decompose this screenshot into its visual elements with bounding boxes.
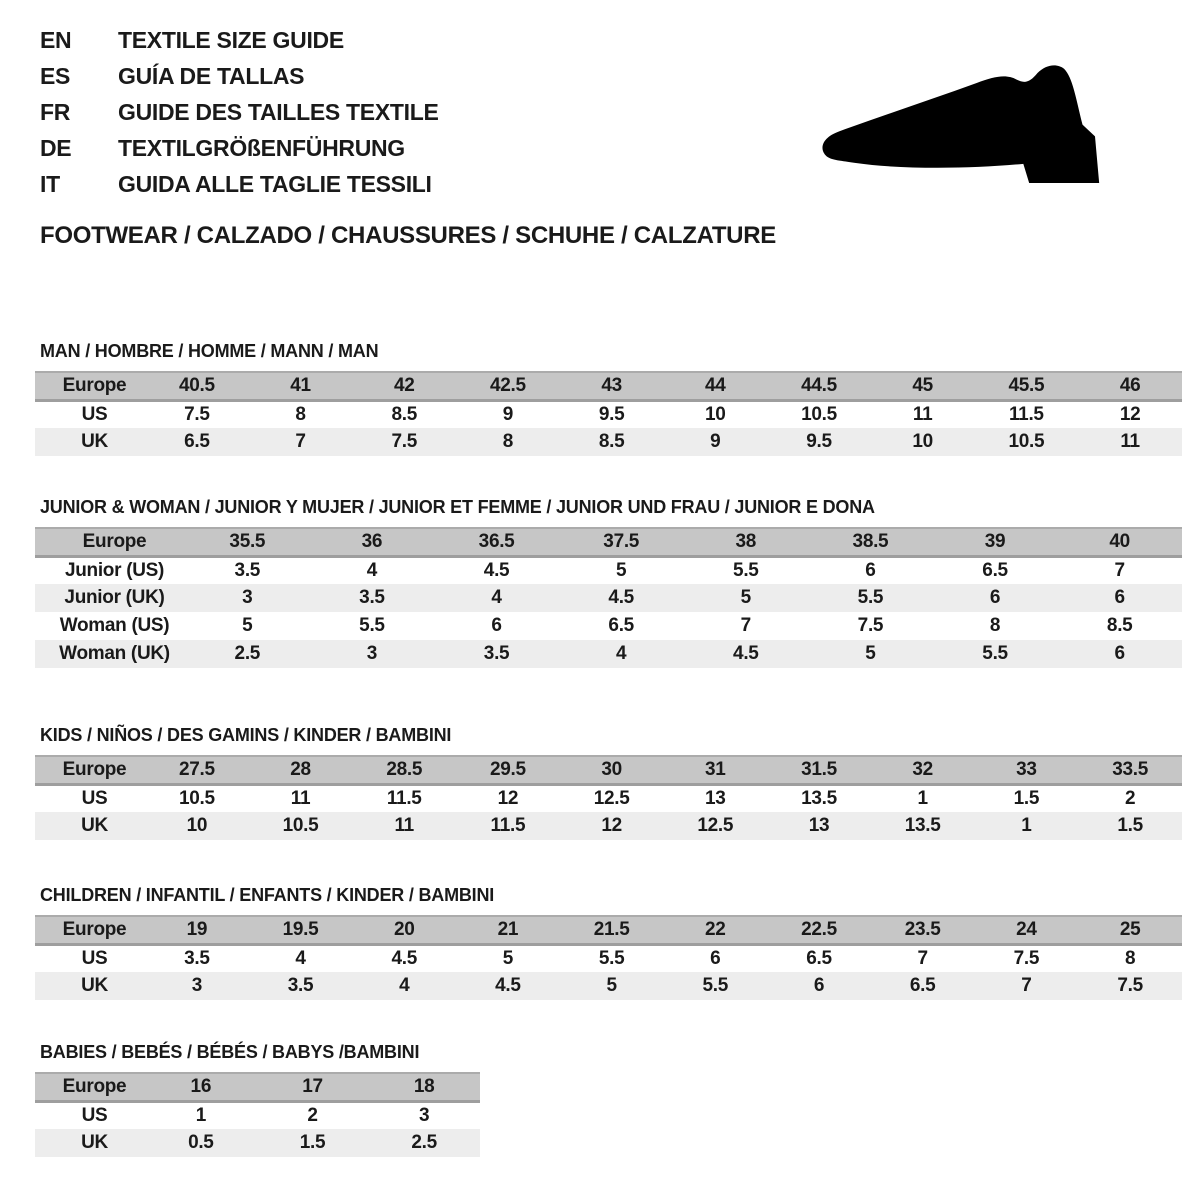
size-cell: 2 <box>257 1101 369 1129</box>
language-label: GUIDA ALLE TAGLIE TESSILI <box>118 170 432 197</box>
size-cell: 22.5 <box>767 916 871 944</box>
size-cell: 3 <box>185 584 310 612</box>
table-row <box>35 584 1182 612</box>
size-cell: 13 <box>663 784 767 812</box>
size-cell: 28 <box>249 756 353 784</box>
language-row <box>40 58 439 94</box>
size-cell: 3.5 <box>434 640 559 668</box>
size-cell: 40.5 <box>145 372 249 400</box>
size-cell: 10.5 <box>145 784 249 812</box>
size-cell: 10.5 <box>767 400 871 428</box>
table-row <box>35 916 1182 944</box>
size-cell: 30 <box>560 756 664 784</box>
size-cell: 23.5 <box>871 916 975 944</box>
row-label: Woman (US) <box>35 612 185 640</box>
table-row <box>35 1101 480 1129</box>
size-cell: 4 <box>434 584 559 612</box>
table-row <box>35 528 1182 556</box>
size-cell: 3.5 <box>145 944 249 972</box>
size-cell: 2.5 <box>185 640 310 668</box>
size-cell: 41 <box>249 372 353 400</box>
table-row <box>35 972 1182 1000</box>
section-title: MAN / HOMBRE / HOMME / MANN / MAN <box>40 341 379 361</box>
section-babies <box>35 1042 480 1157</box>
size-cell: 6 <box>933 584 1058 612</box>
size-cell: 6.5 <box>559 612 684 640</box>
size-cell: 8 <box>933 612 1058 640</box>
size-cell: 6 <box>434 612 559 640</box>
size-cell: 1 <box>871 784 975 812</box>
size-cell: 8 <box>1078 944 1182 972</box>
size-cell: 6.5 <box>767 944 871 972</box>
size-cell: 3 <box>368 1101 480 1129</box>
row-label: Woman (UK) <box>35 640 185 668</box>
size-cell: 11 <box>249 784 353 812</box>
size-cell: 4.5 <box>434 556 559 584</box>
size-cell: 5.5 <box>808 584 933 612</box>
size-cell: 5 <box>456 944 560 972</box>
size-cell: 10.5 <box>249 812 353 840</box>
size-cell: 45 <box>871 372 975 400</box>
size-cell: 12 <box>1078 400 1182 428</box>
size-cell: 3.5 <box>310 584 435 612</box>
table-row <box>35 756 1182 784</box>
size-cell: 8 <box>249 400 353 428</box>
size-cell: 3.5 <box>185 556 310 584</box>
size-cell: 21 <box>456 916 560 944</box>
size-cell: 16 <box>145 1073 257 1101</box>
size-cell: 39 <box>933 528 1058 556</box>
size-cell: 6 <box>1057 584 1182 612</box>
size-cell: 13.5 <box>871 812 975 840</box>
size-cell: 7.5 <box>352 428 456 456</box>
size-cell: 9 <box>456 400 560 428</box>
size-cell: 7.5 <box>975 944 1079 972</box>
language-label: GUÍA DE TALLAS <box>118 62 305 89</box>
section-title: JUNIOR & WOMAN / JUNIOR Y MUJER / JUNIOR ET FEMME / JUNIOR UND FRAU / JUNIOR E DONA <box>40 497 875 517</box>
table-row <box>35 400 1182 428</box>
size-cell: 27.5 <box>145 756 249 784</box>
row-label: US <box>35 944 145 972</box>
language-label: TEXTILE SIZE GUIDE <box>118 26 344 53</box>
size-table-babies <box>35 1072 480 1157</box>
row-label: UK <box>35 812 145 840</box>
size-cell: 10 <box>663 400 767 428</box>
section-kids <box>35 725 1182 840</box>
size-cell: 7 <box>684 612 809 640</box>
table-row <box>35 556 1182 584</box>
row-label: Europe <box>35 916 145 944</box>
section-title: KIDS / NIÑOS / DES GAMINS / KINDER / BAMBINI <box>40 725 452 745</box>
size-cell: 12.5 <box>663 812 767 840</box>
size-cell: 19.5 <box>249 916 353 944</box>
language-code: IT <box>40 170 60 197</box>
size-cell: 6 <box>767 972 871 1000</box>
size-cell: 4 <box>559 640 684 668</box>
size-cell: 6 <box>808 556 933 584</box>
size-cell: 1.5 <box>257 1129 369 1157</box>
size-cell: 40 <box>1057 528 1182 556</box>
size-cell: 12.5 <box>560 784 664 812</box>
row-label: Europe <box>35 372 145 400</box>
table-row <box>35 812 1182 840</box>
size-cell: 4 <box>249 944 353 972</box>
size-cell: 2.5 <box>368 1129 480 1157</box>
table-row <box>35 640 1182 668</box>
row-label: US <box>35 400 145 428</box>
size-cell: 5.5 <box>310 612 435 640</box>
size-cell: 29.5 <box>456 756 560 784</box>
size-cell: 46 <box>1078 372 1182 400</box>
size-cell: 3.5 <box>249 972 353 1000</box>
size-cell: 38.5 <box>808 528 933 556</box>
size-cell: 3 <box>145 972 249 1000</box>
section-title: CHILDREN / INFANTIL / ENFANTS / KINDER / BAMBINI <box>40 885 495 905</box>
dress-shoe-icon <box>795 58 1150 208</box>
language-row <box>40 94 439 130</box>
size-cell: 37.5 <box>559 528 684 556</box>
table-row <box>35 784 1182 812</box>
size-cell: 33 <box>975 756 1079 784</box>
size-cell: 42.5 <box>456 372 560 400</box>
table-row <box>35 944 1182 972</box>
size-cell: 8.5 <box>560 428 664 456</box>
language-code: FR <box>40 98 71 125</box>
size-cell: 7.5 <box>145 400 249 428</box>
category-heading: FOOTWEAR / CALZADO / CHAUSSURES / SCHUHE / CALZATURE <box>40 222 776 249</box>
size-cell: 4 <box>310 556 435 584</box>
size-cell: 35.5 <box>185 528 310 556</box>
language-code: EN <box>40 26 72 53</box>
size-cell: 43 <box>560 372 664 400</box>
size-cell: 10 <box>145 812 249 840</box>
size-cell: 5 <box>185 612 310 640</box>
table-row <box>35 1129 480 1157</box>
size-cell: 31.5 <box>767 756 871 784</box>
row-label: UK <box>35 428 145 456</box>
size-cell: 4.5 <box>352 944 456 972</box>
size-cell: 36.5 <box>434 528 559 556</box>
size-cell: 11 <box>871 400 975 428</box>
section-children <box>35 885 1182 1000</box>
row-label: Europe <box>35 1073 145 1101</box>
language-code: ES <box>40 62 71 89</box>
size-cell: 6 <box>1057 640 1182 668</box>
size-cell: 6.5 <box>933 556 1058 584</box>
size-table-man <box>35 371 1182 456</box>
size-cell: 11 <box>1078 428 1182 456</box>
size-cell: 44 <box>663 372 767 400</box>
language-row <box>40 130 439 166</box>
size-cell: 19 <box>145 916 249 944</box>
size-cell: 7 <box>1057 556 1182 584</box>
section-man <box>35 341 1182 456</box>
row-label: Junior (UK) <box>35 584 185 612</box>
size-cell: 4.5 <box>559 584 684 612</box>
size-cell: 7 <box>975 972 1079 1000</box>
size-cell: 10 <box>871 428 975 456</box>
row-label: Europe <box>35 528 185 556</box>
size-cell: 8.5 <box>1057 612 1182 640</box>
size-cell: 5.5 <box>663 972 767 1000</box>
size-cell: 13 <box>767 812 871 840</box>
size-cell: 3 <box>310 640 435 668</box>
table-row <box>35 612 1182 640</box>
size-cell: 7.5 <box>1078 972 1182 1000</box>
size-cell: 11.5 <box>352 784 456 812</box>
table-row <box>35 372 1182 400</box>
size-cell: 11 <box>352 812 456 840</box>
size-cell: 11.5 <box>456 812 560 840</box>
size-cell: 42 <box>352 372 456 400</box>
language-row <box>40 22 439 58</box>
size-cell: 5.5 <box>684 556 809 584</box>
size-cell: 5 <box>560 972 664 1000</box>
row-label: US <box>35 1101 145 1129</box>
size-cell: 5 <box>684 584 809 612</box>
size-cell: 18 <box>368 1073 480 1101</box>
size-cell: 9.5 <box>560 400 664 428</box>
size-cell: 2 <box>1078 784 1182 812</box>
size-cell: 6.5 <box>871 972 975 1000</box>
size-cell: 45.5 <box>975 372 1079 400</box>
size-cell: 20 <box>352 916 456 944</box>
size-cell: 12 <box>560 812 664 840</box>
size-cell: 12 <box>456 784 560 812</box>
size-cell: 4 <box>352 972 456 1000</box>
size-cell: 1 <box>145 1101 257 1129</box>
size-cell: 6 <box>663 944 767 972</box>
size-cell: 0.5 <box>145 1129 257 1157</box>
size-cell: 17 <box>257 1073 369 1101</box>
size-cell: 38 <box>684 528 809 556</box>
size-cell: 21.5 <box>560 916 664 944</box>
size-table-children <box>35 915 1182 1000</box>
size-cell: 7.5 <box>808 612 933 640</box>
size-cell: 6.5 <box>145 428 249 456</box>
language-list <box>40 22 439 202</box>
size-cell: 24 <box>975 916 1079 944</box>
size-cell: 22 <box>663 916 767 944</box>
size-table-junior-woman <box>35 527 1182 668</box>
table-row <box>35 428 1182 456</box>
row-label: UK <box>35 972 145 1000</box>
size-cell: 13.5 <box>767 784 871 812</box>
size-cell: 5 <box>559 556 684 584</box>
size-cell: 4.5 <box>456 972 560 1000</box>
size-cell: 5 <box>808 640 933 668</box>
size-cell: 9 <box>663 428 767 456</box>
size-cell: 1.5 <box>975 784 1079 812</box>
size-table-kids <box>35 755 1182 840</box>
section-junior-woman <box>35 497 1182 668</box>
row-label: Europe <box>35 756 145 784</box>
size-cell: 1.5 <box>1078 812 1182 840</box>
size-cell: 7 <box>249 428 353 456</box>
size-cell: 11.5 <box>975 400 1079 428</box>
size-cell: 10.5 <box>975 428 1079 456</box>
size-cell: 44.5 <box>767 372 871 400</box>
section-title: BABIES / BEBÉS / BÉBÉS / BABYS /BAMBINI <box>40 1042 420 1062</box>
size-cell: 31 <box>663 756 767 784</box>
table-row <box>35 1073 480 1101</box>
size-cell: 9.5 <box>767 428 871 456</box>
size-cell: 33.5 <box>1078 756 1182 784</box>
row-label: Junior (US) <box>35 556 185 584</box>
size-cell: 5.5 <box>560 944 664 972</box>
size-cell: 1 <box>975 812 1079 840</box>
row-label: US <box>35 784 145 812</box>
size-cell: 36 <box>310 528 435 556</box>
row-label: UK <box>35 1129 145 1157</box>
size-cell: 28.5 <box>352 756 456 784</box>
size-cell: 32 <box>871 756 975 784</box>
size-cell: 4.5 <box>684 640 809 668</box>
size-cell: 8 <box>456 428 560 456</box>
size-cell: 5.5 <box>933 640 1058 668</box>
size-cell: 8.5 <box>352 400 456 428</box>
language-row <box>40 166 439 202</box>
language-label: GUIDE DES TAILLES TEXTILE <box>118 98 439 125</box>
language-code: DE <box>40 134 72 161</box>
size-cell: 7 <box>871 944 975 972</box>
language-label: TEXTILGRÖßENFÜHRUNG <box>118 134 405 161</box>
size-cell: 25 <box>1078 916 1182 944</box>
